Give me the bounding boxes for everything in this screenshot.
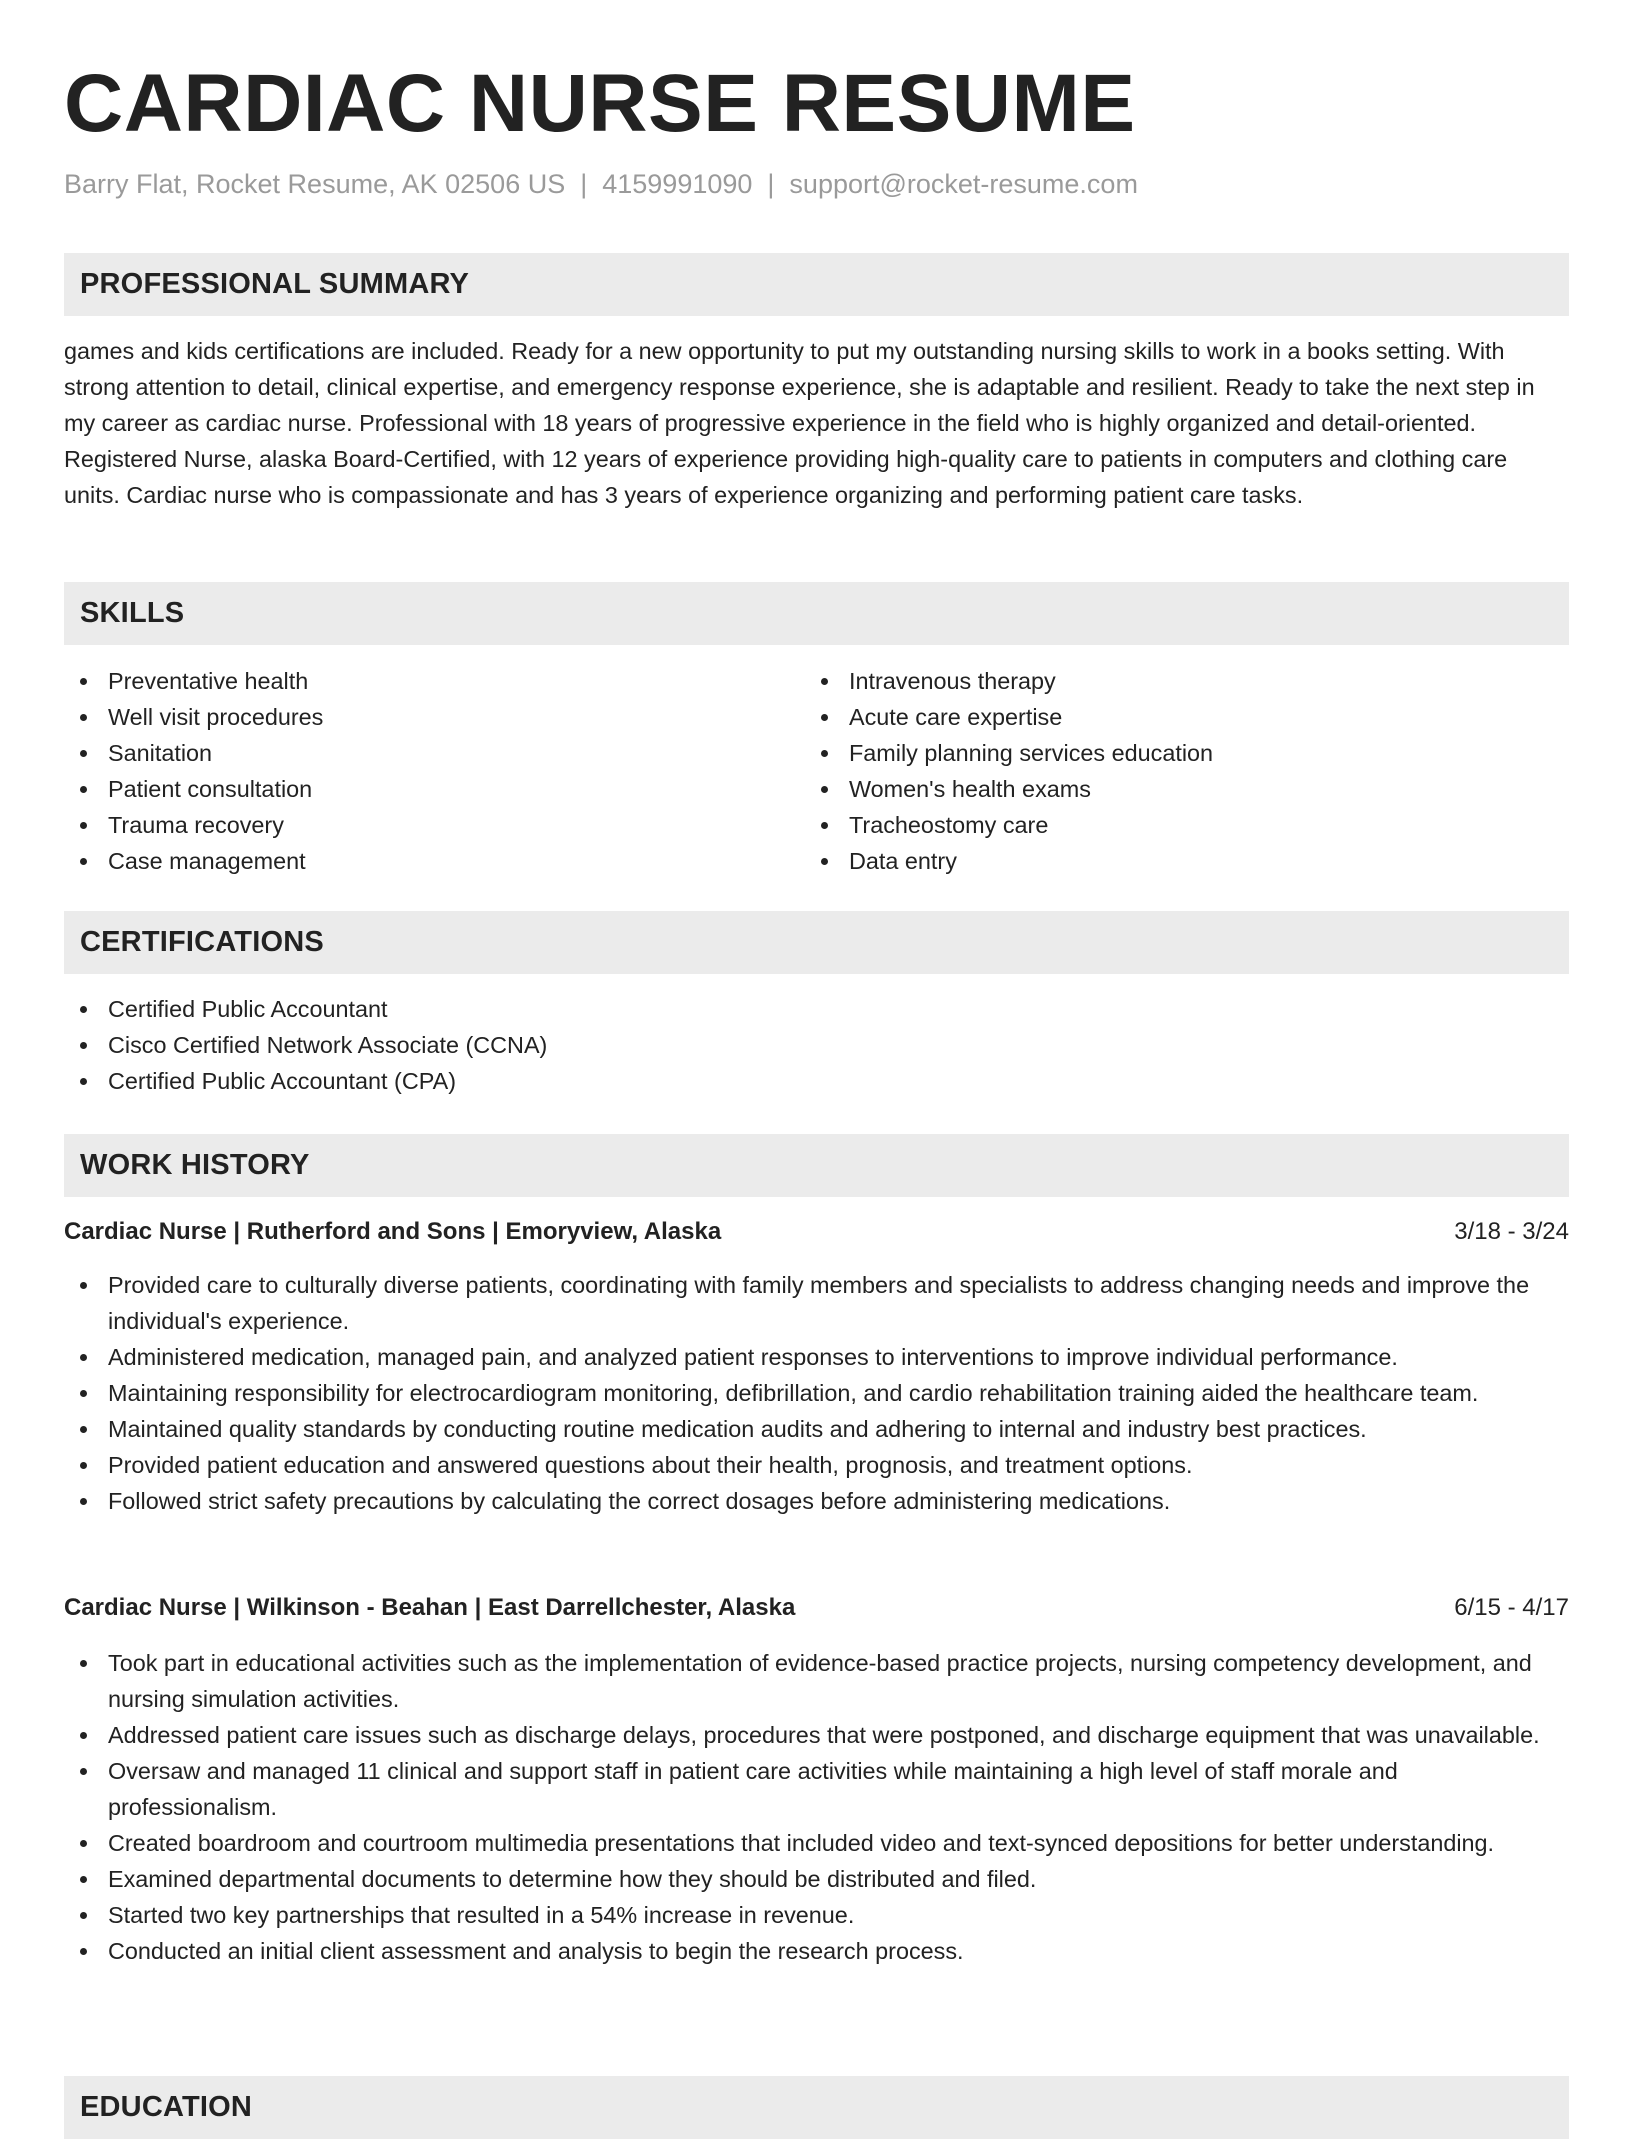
list-item: Started two key partnerships that resulted in a 54% increase in revenue. — [64, 1897, 1569, 1933]
summary-section-header — [64, 253, 1569, 316]
list-item: Maintained quality standards by conducting routine medication audits and adhering to internal and industry best practices. — [64, 1411, 1569, 1447]
resume-title: CARDIAC NURSE RESUME — [64, 58, 1136, 149]
job-bullets-wrap — [64, 1267, 1569, 1519]
list-item: Followed strict safety precautions by calculating the correct dosages before administering medications. — [64, 1483, 1569, 1519]
list-item: Cisco Certified Network Associate (CCNA) — [64, 1027, 1569, 1063]
list-item: Examined departmental documents to determine how they should be distributed and filed. — [64, 1861, 1569, 1897]
certifications-list-wrap — [64, 991, 1569, 1099]
list-item: Tracheostomy care — [805, 807, 1545, 843]
contact-email: support@rocket-resume.com — [789, 169, 1138, 199]
job-header — [64, 1214, 1569, 1250]
list-item: Patient consultation — [64, 771, 804, 807]
contact-separator: | — [767, 169, 775, 199]
list-item: Family planning services education — [805, 735, 1545, 771]
summary-text: games and kids certifications are included. Ready for a new opportunity to put my outstanding nursing skills to work in a books setting. With strong attention to detail, clinical expertise, and emergency response experience, she is adaptable and resilient. Ready to take the next step in my career as cardiac nurse. Professional with 18 years of progressive experience in the field who is highly organized and detail-oriented. Registered Nurse, alaska Board-Certified, with 12 years of experience providing high-quality care to patients in computers and clothing care units. Cardiac nurse who is compassionate and has 3 years of experience organizing and performing patient care tasks. — [64, 338, 1535, 508]
certifications-list — [64, 991, 1569, 1099]
list-item: Oversaw and managed 11 clinical and support staff in patient care activities while maintaining a high level of staff morale and professionalism. — [64, 1753, 1569, 1825]
list-item: Trauma recovery — [64, 807, 804, 843]
job-bullets — [64, 1645, 1569, 1969]
list-item: Sanitation — [64, 735, 804, 771]
job-dates: 6/15 - 4/17 — [1454, 1594, 1569, 1621]
list-item: Took part in educational activities such as the implementation of evidence-based practice projects, nursing competency development, and nursing simulation activities. — [64, 1645, 1569, 1717]
list-item: Created boardroom and courtroom multimedia presentations that included video and text-synced depositions for better understanding. — [64, 1825, 1569, 1861]
summary-heading: PROFESSIONAL SUMMARY — [80, 268, 470, 300]
skills-list-right — [805, 663, 1545, 879]
education-section-header — [64, 2076, 1569, 2139]
work-history-heading: WORK HISTORY — [80, 1149, 310, 1181]
list-item: Maintaining responsibility for electrocardiogram monitoring, defibrillation, and cardio rehabilitation training aided the healthcare team. — [64, 1375, 1569, 1411]
list-item: Certified Public Accountant (CPA) — [64, 1063, 1569, 1099]
list-item: Acute care expertise — [805, 699, 1545, 735]
list-item: Provided care to culturally diverse patients, coordinating with family members and specialists to address changing needs and improve the individual's experience. — [64, 1267, 1569, 1339]
skills-column-right — [805, 663, 1545, 879]
skills-section-header — [64, 582, 1569, 645]
list-item: Provided patient education and answered questions about their health, prognosis, and treatment options. — [64, 1447, 1569, 1483]
job-bullets-wrap — [64, 1645, 1569, 1969]
contact-line — [64, 166, 1138, 202]
skills-column-left — [64, 663, 804, 879]
certifications-heading: CERTIFICATIONS — [80, 926, 324, 958]
job-header — [64, 1590, 1569, 1626]
work-history-section-header — [64, 1134, 1569, 1197]
skills-heading: SKILLS — [80, 597, 185, 629]
certifications-section-header — [64, 911, 1569, 974]
job-title: Cardiac Nurse | Wilkinson - Beahan | East Darrellchester, Alaska — [64, 1594, 796, 1621]
contact-address: Barry Flat, Rocket Resume, AK 02506 US — [64, 169, 566, 199]
job-dates: 3/18 - 3/24 — [1454, 1218, 1569, 1245]
contact-separator: | — [580, 169, 588, 199]
list-item: Women's health exams — [805, 771, 1545, 807]
list-item: Case management — [64, 843, 804, 879]
list-item: Addressed patient care issues such as discharge delays, procedures that were postponed, and discharge equipment that was unavailable. — [64, 1717, 1569, 1753]
list-item: Conducted an initial client assessment and analysis to begin the research process. — [64, 1933, 1569, 1969]
list-item: Well visit procedures — [64, 699, 804, 735]
job-title: Cardiac Nurse | Rutherford and Sons | Emoryview, Alaska — [64, 1218, 722, 1245]
education-heading: EDUCATION — [80, 2091, 253, 2123]
list-item: Preventative health — [64, 663, 804, 699]
list-item: Certified Public Accountant — [64, 991, 1569, 1027]
list-item: Intravenous therapy — [805, 663, 1545, 699]
skills-list-left — [64, 663, 804, 879]
job-bullets — [64, 1267, 1569, 1519]
contact-phone: 4159991090 — [602, 169, 753, 199]
list-item: Data entry — [805, 843, 1545, 879]
list-item: Administered medication, managed pain, and analyzed patient responses to interventions to improve individual performance. — [64, 1339, 1569, 1375]
